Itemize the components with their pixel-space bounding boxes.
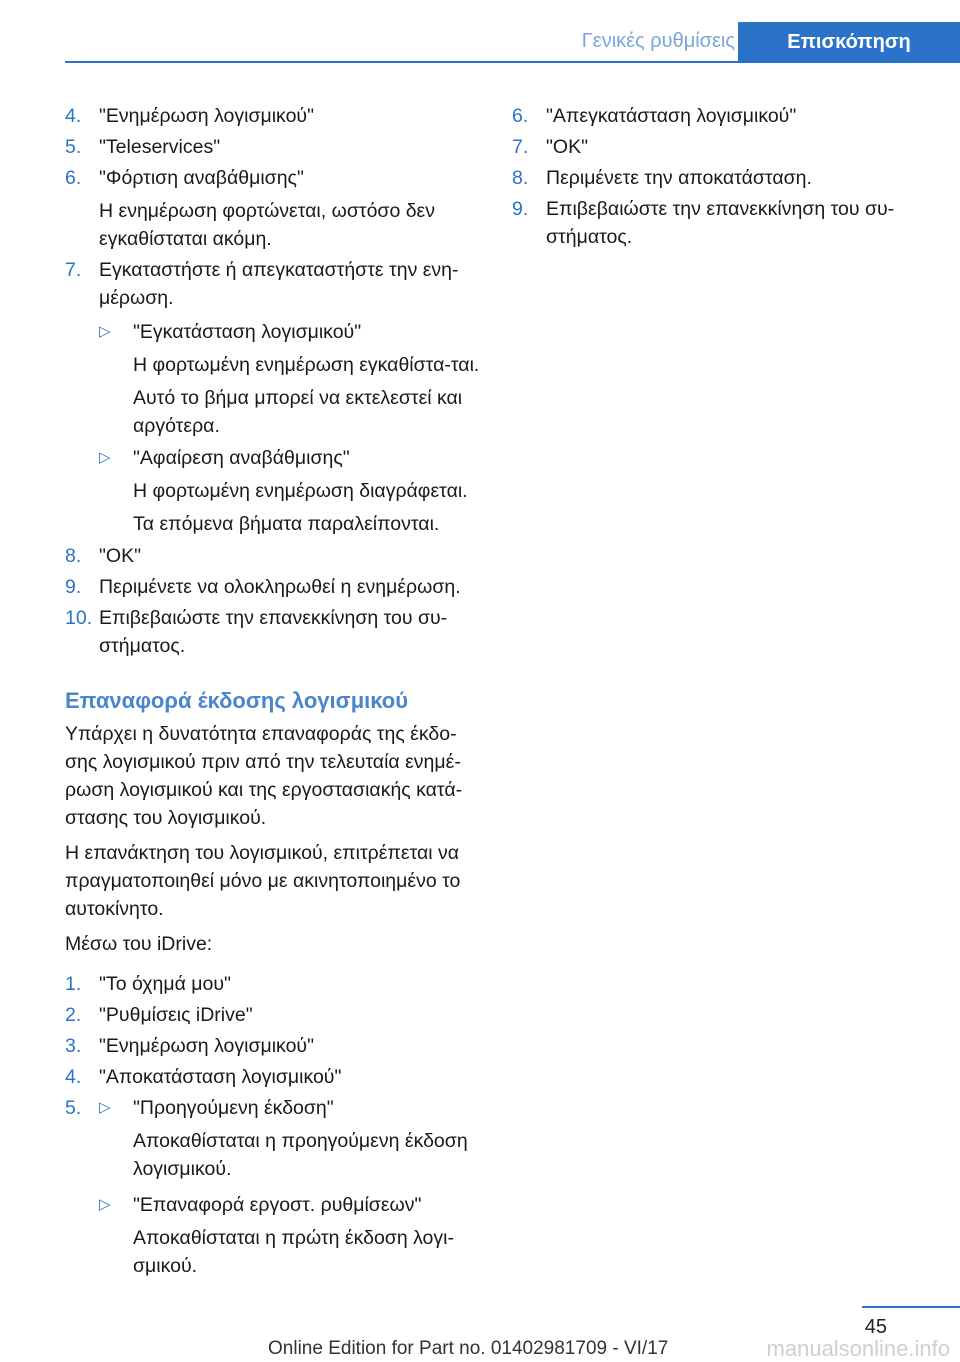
option-note: Η φορτωμένη ενημέρωση εγκαθίστα-ται. [133,354,480,376]
list-item [65,256,485,538]
list-item [512,133,932,161]
step-number: 3. [65,1035,82,1057]
right-column [512,102,932,254]
list-item [65,102,485,130]
step-number: 7. [65,259,82,281]
option-label: "Επαναφορά εργοστ. ρυθμίσεων" [133,1194,422,1216]
step-number: 5. [65,136,82,158]
list-item [512,195,932,251]
option-label: "Εγκατάσταση λογισμικού" [133,321,362,343]
step-number: 6. [65,167,82,189]
option-note: Τα επόμενα βήματα παραλείπονται. [133,513,440,535]
list-item [512,102,932,130]
step-text: "Ρυθμίσεις iDrive" [99,1004,253,1026]
step-text: "OK" [99,545,142,567]
option-item [65,1094,485,1183]
list-item [512,164,932,192]
step-number: 10. [65,607,93,629]
footer-edition: Online Edition for Part no. 01402981709 - VI/17 [268,1338,669,1359]
option-note: Αποκαθίσταται η πρώτη έκδοση λογι-σμικού. [133,1227,454,1277]
step-text: "Ενημέρωση λογισμικού" [99,1035,314,1057]
option-label: "Προηγούμενη έκδοση" [133,1097,334,1119]
step-number: 5. [65,1097,82,1119]
step-number: 9. [512,198,529,220]
header-section-link[interactable]: Γενικές ρυθμίσεις [581,30,735,52]
option-note: Η φορτωμένη ενημέρωση διαγράφεται. [133,480,468,502]
option-item [99,318,485,440]
section-paragraph: Υπάρχει η δυνατότητα επαναφοράς της έκδο-σης λογισμικού πριν από την τελευταία ενημέ-ρωση λογισμικού και της εργοστασιακής κατά-στασης του λογισμικού. [65,723,463,829]
triangle-bullet-icon: ▷ [99,449,111,466]
step-text: "Απεγκατάσταση λογισμικού" [546,105,797,127]
list-item [65,970,485,998]
list-item [65,1001,485,1029]
list-item [65,1094,485,1280]
page-header [0,22,960,62]
step-text: "Teleservices" [99,136,221,158]
list-item [65,573,485,601]
restore-steps [65,970,485,1280]
step-text: "OK" [546,136,589,158]
step-number: 8. [65,545,82,567]
step-number: 8. [512,167,529,189]
triangle-bullet-icon: ▷ [99,1099,111,1116]
list-item [65,133,485,161]
section-paragraph: Μέσω του iDrive: [65,933,213,955]
list-item [65,542,485,570]
step-note: Η ενημέρωση φορτώνεται, ωστόσο δεν εγκαθίσταται ακόμη. [99,200,436,250]
list-item [65,1063,485,1091]
step-number: 4. [65,1066,82,1088]
footer-rule [862,1306,960,1308]
triangle-bullet-icon: ▷ [99,323,111,340]
page-number: 45 [864,1316,887,1338]
option-note: Αποκαθίσταται η προηγούμενη έκδοση λογισμικού. [133,1130,468,1180]
header-tab-overview[interactable]: Επισκόπηση [738,22,960,62]
step-number: 2. [65,1004,82,1026]
step-text: Επιβεβαιώστε την επανεκκίνηση του συ-στήματος. [546,198,895,248]
step-text: Επιβεβαιώστε την επανεκκίνηση του συ-στήματος. [99,607,448,657]
step-number: 9. [65,576,82,598]
list-item [65,1032,485,1060]
step-text: "Το όχημά μου" [99,973,231,995]
step-number: 4. [65,105,82,127]
option-label: "Αφαίρεση αναβάθμισης" [133,447,350,469]
triangle-bullet-icon: ▷ [99,1196,111,1213]
header-rule [65,61,960,63]
section-title: Επαναφορά έκδοσης λογισμικού [65,688,409,713]
option-note: Αυτό το βήμα μπορεί να εκτελεστεί και αργότερα. [133,387,463,437]
step-text: Περιμένετε να ολοκληρωθεί η ενημέρωση. [99,576,461,598]
step-number: 7. [512,136,529,158]
step-text: Εγκαταστήστε ή απεγκαταστήστε την ενη-μέρωση. [99,259,459,309]
step-text: "Φόρτιση αναβάθμισης" [99,167,304,189]
list-item [65,164,485,253]
step-text: "Ενημέρωση λογισμικού" [99,105,314,127]
step-number: 1. [65,973,82,995]
option-item [99,444,485,538]
left-column [65,102,485,1284]
watermark: manualsonline.info [766,1336,950,1361]
step-number: 6. [512,105,529,127]
list-item [65,604,485,660]
option-item [65,1191,485,1280]
step-text: Περιμένετε την αποκατάσταση. [546,167,812,189]
section-paragraph: Η επανάκτηση του λογισμικού, επιτρέπεται να πραγματοποιηθεί μόνο με ακινητοποιημένο το αυτοκίνητο. [65,842,461,920]
step-text: "Αποκατάσταση λογισμικού" [99,1066,342,1088]
